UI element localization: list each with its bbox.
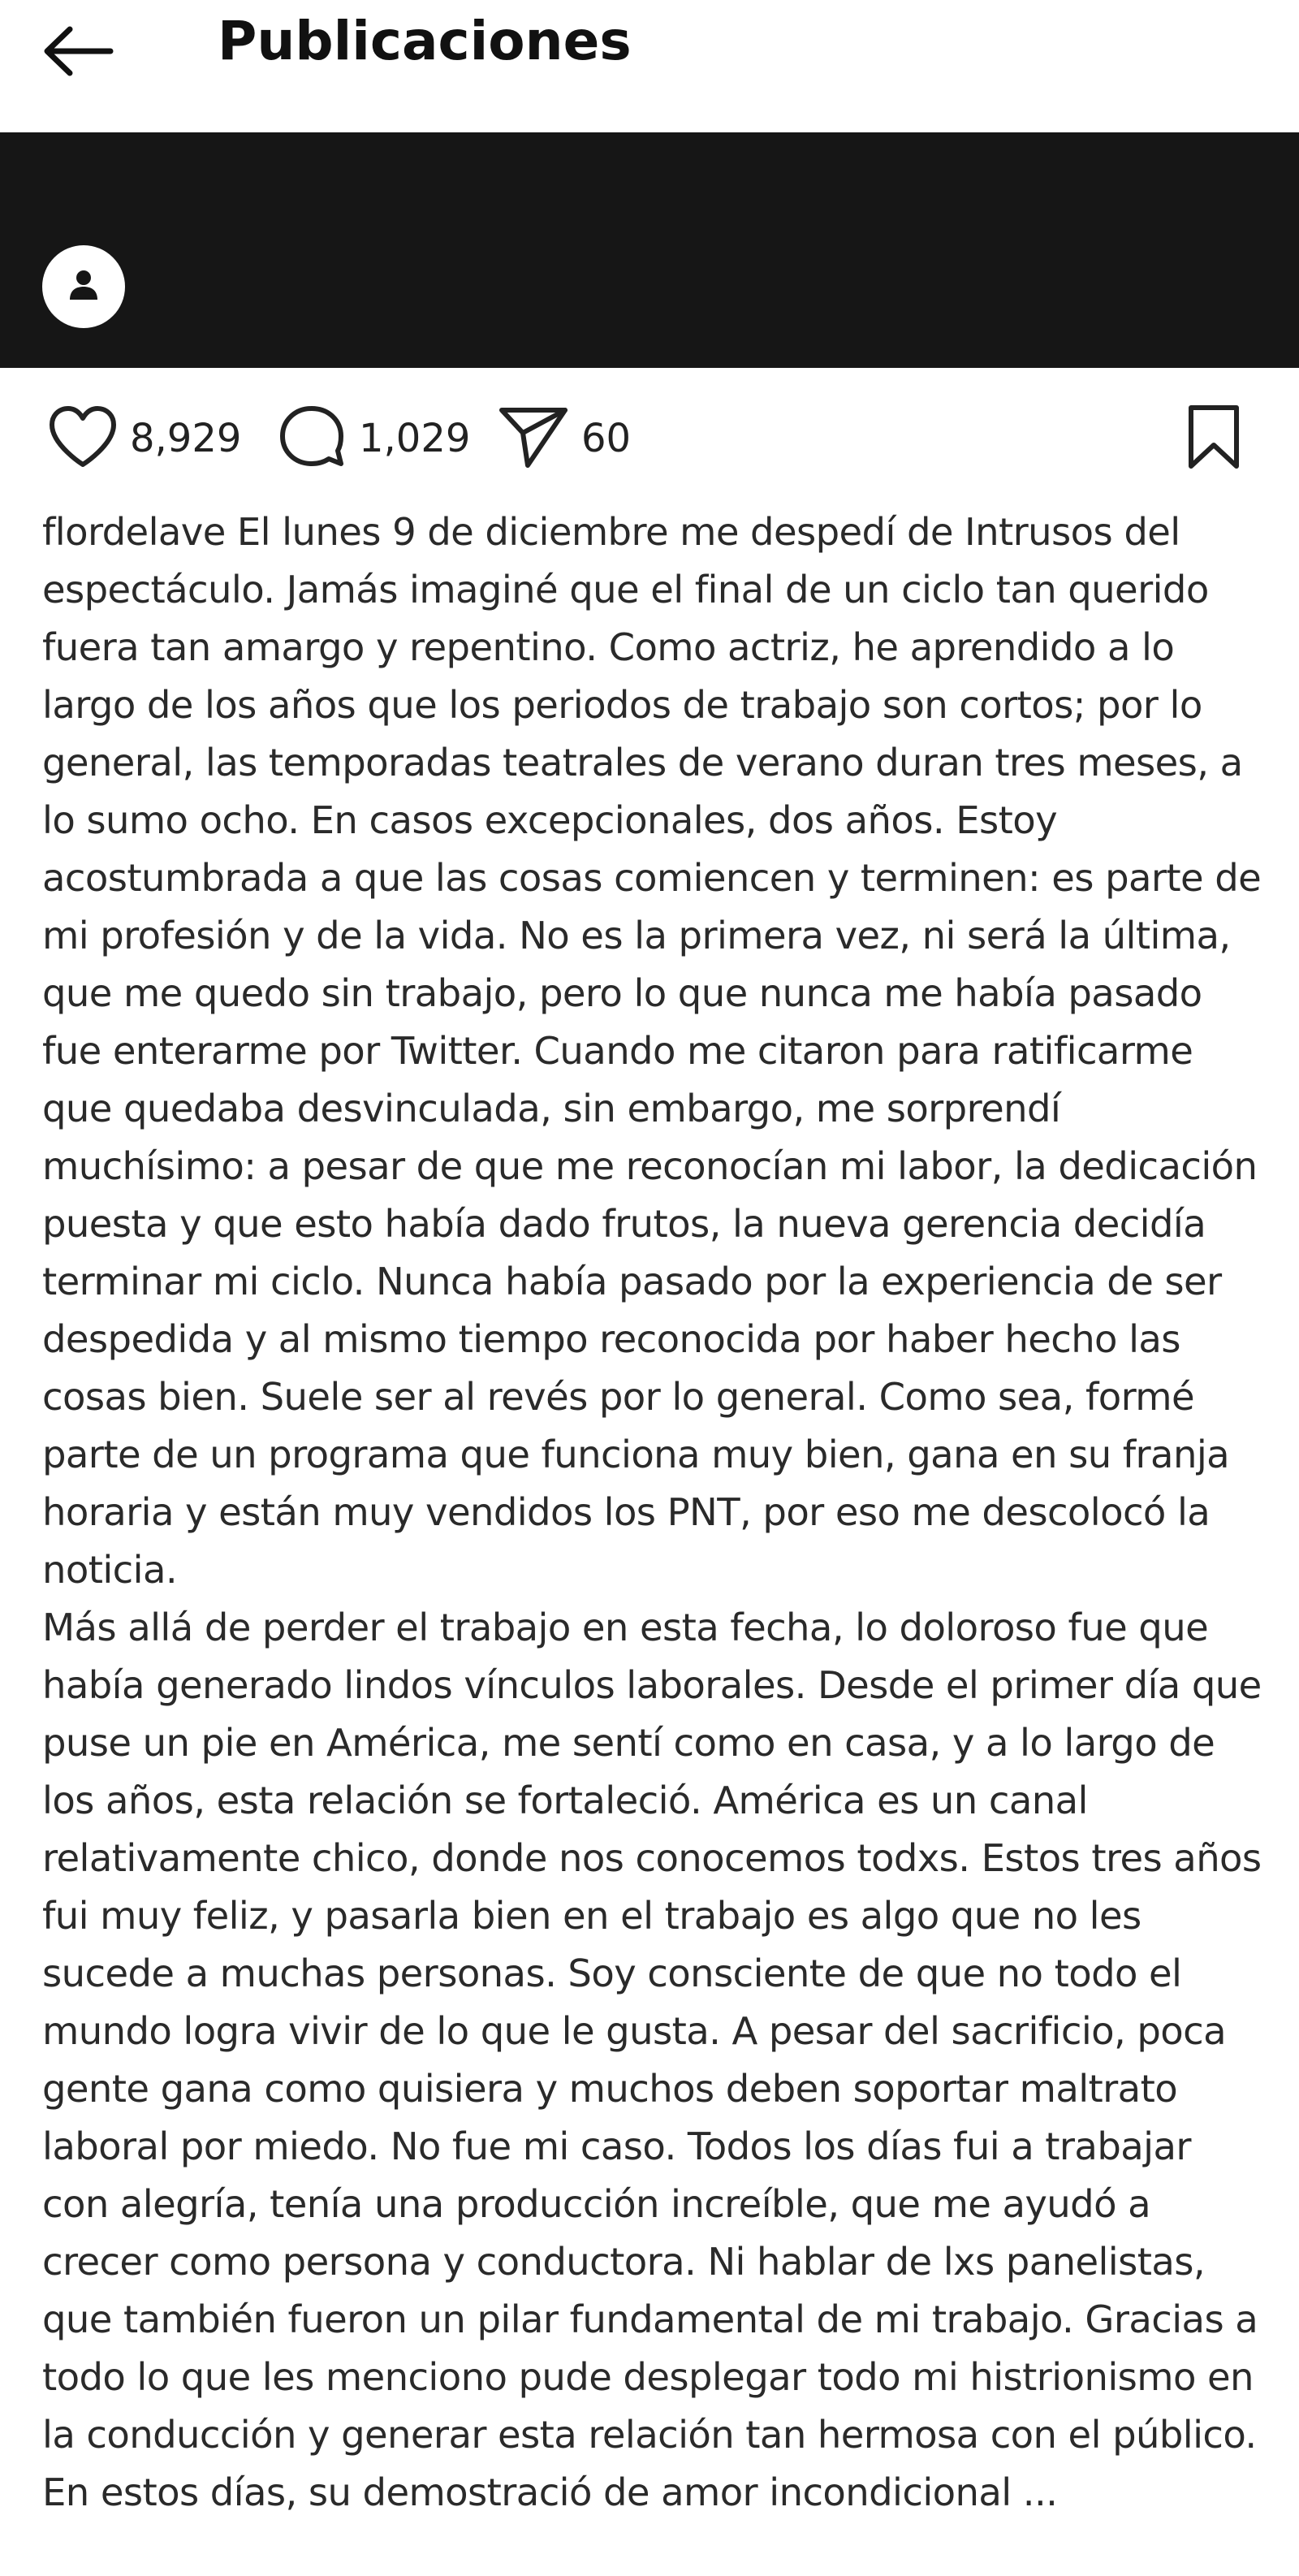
profile-avatar[interactable] bbox=[42, 245, 125, 328]
comment-button[interactable] bbox=[278, 398, 470, 479]
caption-text-1: El lunes 9 de diciembre me despedí de Intrusos del espectáculo. Jamás imaginé que el final de un ciclo tan querido fuera tan amargo y repentino. Como actriz, he aprendido a lo largo de los años que los periodos de trabajo son cortos; por lo general, las temporadas teatrales de verano duran tres meses, a lo sumo ocho. En casos excepcionales, dos años. Estoy acostumbrada a que las cosas comiencen y terminen: es parte de mi profesión y de la vida. No es la primera vez, ni será la última, que me quedo sin trabajo, pero lo que nunca me había pasado fue enterarme por Twitter. Cuando me citaron para ratificarme que quedaba desvinculada, sin embargo, me sorprendí muchísimo: a pesar de que me reconocían mi labor, la dedicación puesta y que esto había dado frutos, la nueva gerencia decidía terminar mi ciclo. Nunca había pasado por la experiencia de ser despedida y al mismo tiempo reconocida por haber hecho las cosas bien. Suele ser al revés por lo general. Como sea, formé parte de un programa que funciona muy bien, gana en su franja horaria y están muy vendidos los PNT, por eso me descolocó la noticia. bbox=[42, 510, 1262, 1592]
post-actions-bar bbox=[0, 398, 1299, 479]
caption-paragraph-1 bbox=[42, 504, 1268, 1599]
caption-username[interactable]: flordelave bbox=[42, 510, 226, 554]
bookmark-icon[interactable] bbox=[1185, 403, 1243, 474]
share-button[interactable] bbox=[497, 398, 631, 479]
back-button[interactable] bbox=[41, 16, 130, 89]
top-bar bbox=[0, 0, 1299, 132]
send-icon[interactable] bbox=[497, 404, 570, 473]
comment-bubble-icon[interactable] bbox=[278, 404, 347, 473]
user-icon bbox=[66, 267, 101, 306]
like-button[interactable] bbox=[47, 398, 241, 479]
page-title: Publicaciones bbox=[218, 10, 632, 72]
like-count: 8,929 bbox=[130, 416, 242, 461]
caption-paragraph-2: Más allá de perder el trabajo en esta fecha, lo doloroso fue que había generado lindos vínculos laborales. Desde el primer día que puse un pie en América, me sentí como en casa, y a lo largo de los años, esta relación se fortaleció. América es un canal relativamente chico, donde nos conocemos todxs. Estos tres años fui muy feliz, y pasarla bien en el trabajo es algo que no les sucede a muchas personas. Soy consciente de que no todo el mundo logra vivir de lo que le gusta. A pesar del sacrificio, poca gente gana como quisiera y muchos deben soportar maltrato laboral por miedo. No fue mi caso. Todos los días fui a trabajar con alegría, tenía una producción increíble, que me ayudó a crecer como persona y conductora. Ni hablar de lxs panelistas, que también fueron un pilar fundamental de mi trabajo. Gracias a todo lo que les menciono pude desplegar todo mi histrionismo en la conducción y generar esta relación tan hermosa con el público. En estos días, su demostració de amor incondicional ... bbox=[42, 1606, 1262, 2514]
save-button[interactable] bbox=[1177, 398, 1250, 479]
share-count: 60 bbox=[581, 416, 632, 461]
arrow-left-icon[interactable] bbox=[41, 23, 115, 83]
post-caption bbox=[42, 504, 1268, 2522]
post-media-banner[interactable] bbox=[0, 132, 1299, 368]
heart-icon[interactable] bbox=[47, 404, 119, 473]
comment-count: 1,029 bbox=[359, 416, 471, 461]
